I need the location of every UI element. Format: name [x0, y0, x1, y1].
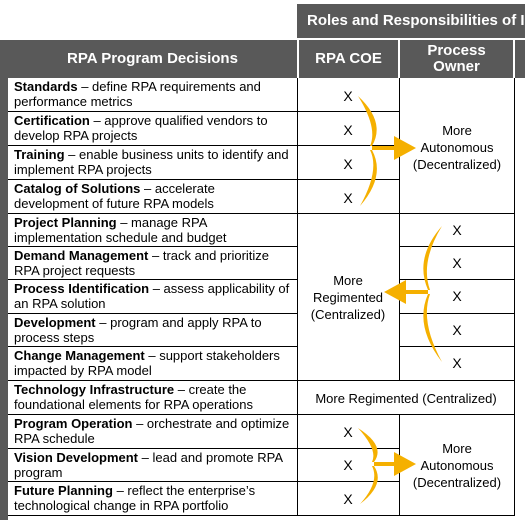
x-mark: X	[343, 122, 353, 138]
decision-term: Program Operation	[14, 416, 133, 431]
decision-term: Standards	[14, 79, 78, 94]
regimented-note	[299, 272, 397, 323]
autonomous-note	[402, 122, 512, 173]
process-owner-header-line1: Process	[427, 42, 486, 59]
note-line: (Decentralized)	[412, 475, 502, 490]
decision-term: Process Identification	[14, 281, 150, 296]
decision-description: – orchestrate and optimize RPA schedule	[14, 416, 290, 446]
x-mark: X	[452, 255, 462, 271]
decision-description: – lead and promote RPA program	[14, 450, 283, 480]
decision-term: Future Planning	[14, 483, 113, 498]
roles-responsibilities-header: Roles and Responsibilities of I	[297, 4, 525, 38]
decision-term: Certification	[14, 113, 90, 128]
decision-description: – accelerate development of future RPA models	[14, 181, 215, 211]
decision-description: – manage RPA implementation schedule and budget	[14, 215, 227, 245]
decision-description: – program and apply RPA to process steps	[14, 315, 262, 345]
x-mark: X	[452, 222, 462, 238]
decision-term: Project Planning	[14, 215, 117, 230]
note-line: More	[333, 273, 363, 288]
decision-description: – create the foundational elements for RPA operations	[14, 382, 253, 412]
x-mark: X	[343, 457, 353, 473]
note-line: More	[442, 123, 472, 138]
x-mark: X	[343, 88, 353, 104]
decision-description: – define RPA requirements and performance metrics	[14, 79, 261, 109]
decision-description: – support stakeholders impacted by RPA model	[14, 348, 280, 378]
regimented-wide-note: More Regimented (Centralized)	[315, 391, 497, 406]
process-owner-header-line2: Owner	[433, 58, 480, 75]
decision-term: Demand Management	[14, 248, 149, 263]
decision-term: Development	[14, 315, 96, 330]
autonomous-note-2	[402, 440, 512, 491]
x-mark: X	[343, 156, 353, 172]
decision-term: Vision Development	[14, 450, 139, 465]
decision-description: – enable business units to identify and implement RPA projects	[14, 147, 289, 177]
decision-term: Training	[14, 147, 65, 162]
decision-term: Change Management	[14, 348, 145, 363]
note-line: Autonomous	[420, 458, 494, 473]
x-mark: X	[343, 190, 353, 206]
note-line: (Centralized)	[310, 307, 386, 322]
decision-term: Technology Infrastructure	[14, 382, 175, 397]
x-mark: X	[343, 424, 353, 440]
x-mark: X	[452, 288, 462, 304]
decision-description: – assess applicability of an RPA solution	[14, 281, 290, 311]
note-line: Autonomous	[420, 140, 494, 155]
decision-description: – track and prioritize RPA project requests	[14, 248, 270, 278]
decision-term: Catalog of Solutions	[14, 181, 141, 196]
x-mark: X	[452, 322, 462, 338]
note-line: More	[442, 441, 472, 456]
decisions-column-header: RPA Program Decisions	[8, 40, 297, 78]
decision-description: – reflect the enterprise’s technological change in RPA portfolio	[14, 483, 256, 513]
note-line: Regimented	[312, 290, 384, 305]
note-line: (Decentralized)	[412, 157, 502, 172]
x-mark: X	[452, 355, 462, 371]
x-mark: X	[343, 491, 353, 507]
rpa-coe-column-header: RPA COE	[299, 40, 398, 78]
decision-description: – approve qualified vendors to develop RPA projects	[14, 113, 268, 143]
